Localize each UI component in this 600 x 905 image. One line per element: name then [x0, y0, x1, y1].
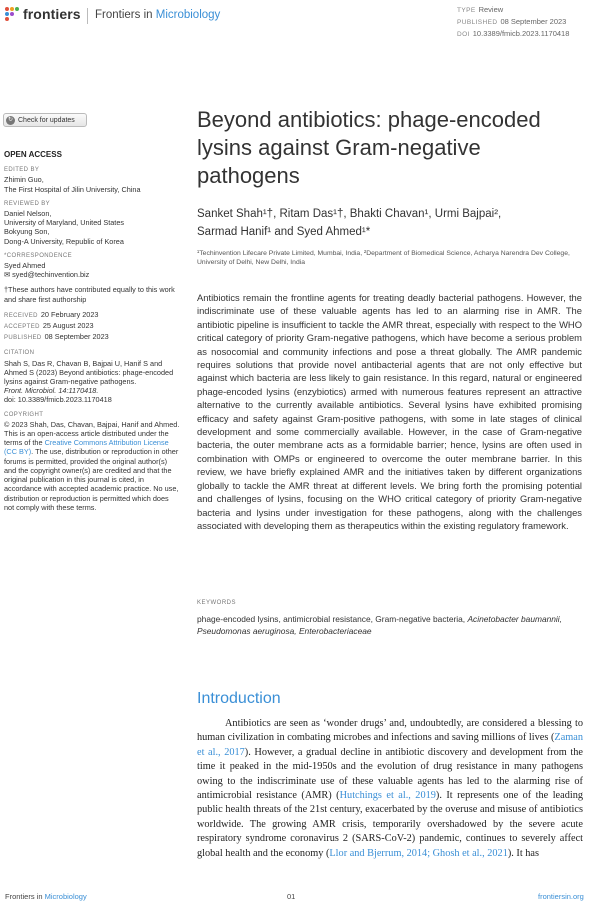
introduction-text: [197, 717, 583, 861]
reviewer-1-name: Daniel Nelson,: [4, 209, 52, 219]
equal-contribution-note: †These authors have contributed equally to this work and share first authorship: [4, 285, 175, 304]
citation-doi[interactable]: doi: 10.3389/fmicb.2023.1170418: [4, 395, 112, 405]
edited-by-label: EDITED BY: [4, 167, 40, 174]
frontiers-logo-icon: [5, 7, 19, 21]
journal-name[interactable]: [95, 9, 220, 21]
article-sidebar: [4, 150, 180, 512]
reference-link[interactable]: Zaman et al., 2017: [197, 732, 583, 758]
citation-journal: Front. Microbiol. 14:1170418.: [4, 386, 99, 396]
copyright-pre: © 2023 Shah, Das, Chavan, Bajpai, Hanif and Ahmed. This is an open-access article distributed under the terms of the: [4, 419, 180, 448]
affiliations: ¹Techinvention Lifecare Private Limited, Mumbai, India, ²Department of Biomedical Science, Acharya Narendra Dev College, University of Delhi, New Delhi, India: [197, 250, 570, 266]
intro-text-3: ). It represents one of the leading public health threats of the 21st century, exacerbated by the overuse and misuse of antibiotics worldwide. The growing AMR crisis, temporarily overshadowed by the severe acute respiratory syndrome coronavirus 2 (SARS-CoV-2) pandemic, continues to severely affect global health and the economy (: [197, 790, 583, 859]
received-value: 20 February 2023: [40, 309, 99, 319]
editor-affiliation: The First Hospital of Jilin University, China: [4, 184, 141, 194]
correspondence-label: *CORRESPONDENCE: [4, 252, 73, 259]
footer-site-link[interactable]: frontiersin.org: [538, 892, 584, 901]
frontiers-logo[interactable]: [5, 6, 81, 22]
copyright-label: COPYRIGHT: [4, 411, 44, 418]
accepted-value: 25 August 2023: [42, 321, 94, 331]
intro-text-4: ). It has: [507, 847, 540, 859]
author-list: [197, 205, 587, 241]
citation-label: CITATION: [4, 350, 35, 357]
reference-link[interactable]: Hutchings et al., 2019: [339, 790, 436, 802]
footer-journal: [5, 892, 87, 901]
doi-value[interactable]: 10.3389/fmicb.2023.1170418: [472, 29, 570, 38]
license-link[interactable]: Creative Commons Attribution License (CC BY): [4, 438, 169, 457]
citation-text: Shah S, Das R, Chavan B, Bajpai U, Hanif S and Ahmed S (2023) Beyond antibiotics: phage-encoded lysins against Gram-negative pathogens.: [4, 358, 174, 387]
accepted-key: ACCEPTED: [4, 324, 40, 331]
brand-name: frontiers: [23, 6, 81, 22]
open-access-label: OPEN ACCESS: [4, 150, 62, 159]
reviewer-1-affiliation: University of Maryland, United States: [4, 218, 125, 228]
received-key: RECEIVED: [4, 312, 38, 319]
footer-prefix: Frontiers in: [5, 892, 45, 901]
reviewer-2-affiliation: Dong-A University, Republic of Korea: [4, 236, 124, 246]
page-number: 01: [287, 892, 296, 901]
published-date-key: PUBLISHED: [4, 335, 42, 342]
keywords-italic: Acinetobacter baumannii, Pseudomonas aeruginosa, Enterobacteriaceae: [197, 614, 562, 636]
journal-title: Microbiology: [155, 9, 221, 21]
correspondence-name: Syed Ahmed: [4, 261, 46, 271]
header-divider: [87, 8, 88, 24]
footer-journal-link[interactable]: Microbiology: [44, 892, 87, 901]
article-dates: [4, 310, 180, 344]
reference-link[interactable]: Llor and Bjerrum, 2014; Ghosh et al., 2021: [329, 847, 508, 859]
keywords-label: KEYWORDS: [197, 600, 237, 606]
keywords-plain: phage-encoded lysins, antimicrobial resistance, Gram-negative bacteria,: [197, 614, 468, 624]
authors-line-2: Sarmad Hanif¹ and Syed Ahmed¹*: [197, 226, 371, 238]
intro-text-1: Antibiotics are seen as ‘wonder drugs’ and, undoubtedly, are considered a blessing to human civilization in combating microbes and infections and saving millions of lives (: [197, 718, 583, 744]
published-key: PUBLISHED: [457, 19, 498, 26]
authors-line-1: Sanket Shah¹†, Ritam Das¹†, Bhakti Chavan¹, Urmi Bajpai²,: [197, 208, 502, 220]
copyright-text: [4, 420, 180, 512]
keywords: [197, 614, 582, 637]
reviewed-by-label: REVIEWED BY: [4, 200, 51, 207]
published-value: 08 September 2023: [500, 17, 567, 26]
type-key: TYPE: [457, 7, 476, 14]
intro-text-2: ). However, a gradual decline in antibiotic discovery and development from the time it peaked in the mid-1950s and the evolution of drug resistance in many pathogens owing to the indiscriminate use of these valuable agents has led to the alarming rise of antimicrobial resistance (AMR) (: [197, 746, 583, 802]
doi-key: DOI: [457, 31, 470, 38]
check-for-updates-button[interactable]: [3, 113, 87, 127]
editor-name: Zhimin Guo,: [4, 175, 44, 185]
introduction-heading: Introduction: [197, 690, 281, 707]
abstract: Antibiotics remain the frontline agents for treating deadly bacterial pathogens. However, the indiscriminate use of these valuable agents has led to an alarming rise in AMR. The antibiotic pipeline is insufficient to tackle the AMR threat, especially with respect to the WHO critical category of priority Gram-negative pathogens, which have become a serious problem as nosocomial and community infections and pose a threat globally. The AMR pandemic requires solutions that provide novel antibacterial agents that are not only effective but against which bacteria are less likely to gain resistance. In this regard, natural or engineered phage-encoded lysins (enzybiotics) armed with numerous features represent an attractive alternative to the currently available antibiotics. Several lysins have exhibited promising efficacy and safety against Gram-positive pathogens, with some in late stages of clinical development and some commercially available. However, in the case of Gram-negative bacteria, the outer membrane acts as a formidable barrier; hence, lysins are often used in combination with OMPs or engineered to overcome the outer membrane barrier. In this review, we have briefly explained AMR and the initiatives taken by different organizations globally to tackle the AMR threat at different levels. We bring forth the promising potential and challenges of lysins, focusing on the WHO critical category of priority Gram-negative bacteria and lysins under investigation for these pathogens, along with the challenges associated with developing them as therapeutics within the existing regulatory framework.: [197, 292, 582, 531]
updates-label: Check for updates: [18, 116, 75, 124]
type-value: Review: [478, 5, 504, 14]
article-meta: [457, 4, 569, 40]
journal-prefix: Frontiers in: [95, 9, 153, 21]
updates-icon: ↻: [7, 116, 14, 123]
article-title: Beyond antibiotics: phage-encoded lysins against Gram-negative pathogens: [197, 107, 541, 188]
correspondence-email[interactable]: ✉ syed@techinvention.biz: [4, 270, 90, 280]
reviewer-2-name: Bokyung Son,: [4, 227, 50, 237]
copyright-post: . The use, distribution or reproduction in other forums is permitted, provided the original author(s) and the copyright owner(s) are credited and that the original publication in this journal is cited, in accordance with accepted academic practice. No use, distribution or reproduction is permitted which does not comply with these terms.: [4, 447, 179, 512]
published-date-value: 08 September 2023: [44, 332, 109, 342]
